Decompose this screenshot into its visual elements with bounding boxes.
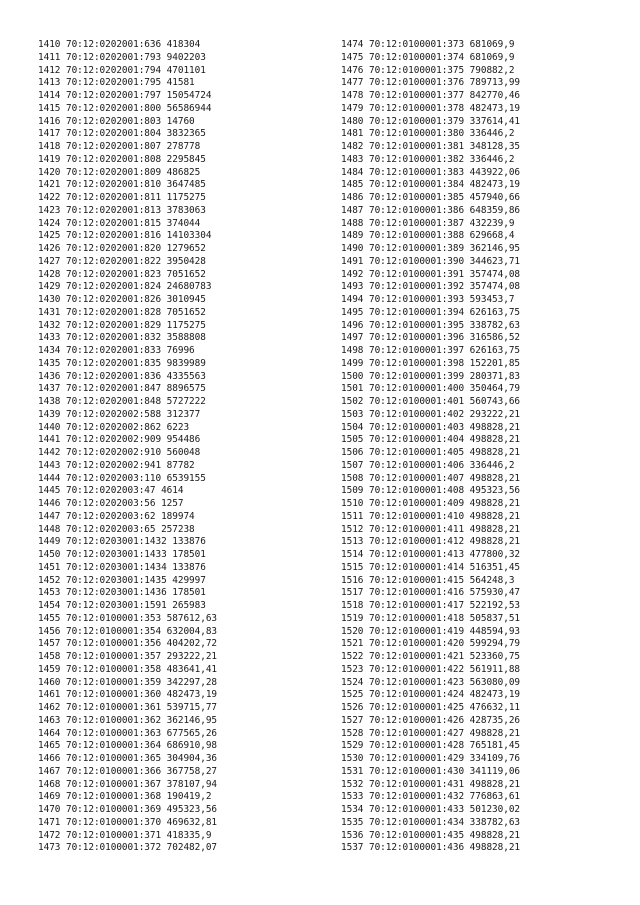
list-item: 1476 70:12:0100001:375 790882,2 [341,64,515,76]
list-item: 1445 70:12:0202003:47 4614 [38,485,184,497]
list-item: 1512 70:12:0100001:411 498828,21 [341,523,521,535]
list-item: 1436 70:12:0202001:836 4335563 [38,370,206,382]
list-item: 1416 70:12:0202001:803 14760 [38,115,195,127]
list-item: 1438 70:12:0202001:848 5727222 [38,396,206,407]
list-item: 1506 70:12:0100001:405 498828,21 [341,447,521,458]
list-item: 1425 70:12:0202001:816 14103304 [38,230,212,242]
list-item: 1495 70:12:0100001:394 626163,75 [341,306,521,318]
list-item: 1474 70:12:0100001:373 681069,9 [341,39,515,50]
list-item: 1500 70:12:0100001:399 280371,83 [341,370,521,382]
list-item: 1528 70:12:0100001:427 498828,21 [341,727,521,739]
list-item: 1461 70:12:0100001:360 482473,19 [38,689,218,701]
list-item: 1458 70:12:0100001:357 293222,21 [38,651,218,662]
list-item: 1482 70:12:0100001:381 348128,35 [341,141,521,152]
list-item: 1466 70:12:0100001:365 304904,36 [38,753,218,764]
list-item: 1451 70:12:0203001:1434 133876 [38,561,206,573]
list-item: 1440 70:12:0202002:862 6223 [38,421,190,433]
list-item: 1532 70:12:0100001:431 498828,21 [341,778,521,790]
list-item: 1527 70:12:0100001:426 428735,26 [341,714,521,726]
list-item: 1536 70:12:0100001:435 498828,21 [341,829,521,841]
list-item: 1491 70:12:0100001:390 344623,71 [341,255,521,267]
list-item: 1472 70:12:0100001:371 418335,9 [38,829,212,841]
list-item: 1418 70:12:0202001:807 278778 [38,141,201,152]
list-item: 1441 70:12:0202002:909 954486 [38,434,201,446]
list-item: 1452 70:12:0203001:1435 429997 [38,574,206,586]
list-item: 1531 70:12:0100001:430 341119,06 [341,765,521,777]
list-item: 1503 70:12:0100001:402 293222,21 [341,408,521,420]
list-item: 1430 70:12:0202001:826 3010945 [38,294,206,305]
list-item: 1511 70:12:0100001:410 498828,21 [341,510,521,522]
list-item: 1494 70:12:0100001:393 593453,7 [341,294,515,305]
list-item: 1475 70:12:0100001:374 681069,9 [341,51,515,63]
list-item: 1534 70:12:0100001:433 501230,02 [341,804,521,815]
list-item: 1505 70:12:0100001:404 498828,21 [341,434,521,446]
list-item: 1488 70:12:0100001:387 432239,9 [341,217,515,229]
list-item: 1510 70:12:0100001:409 498828,21 [341,498,521,509]
list-item: 1460 70:12:0100001:359 342297,28 [38,676,218,688]
list-item: 1486 70:12:0100001:385 457940,66 [341,192,521,203]
list-item: 1455 70:12:0100001:353 587612,63 [38,612,218,624]
list-item: 1428 70:12:0202001:823 7051652 [38,268,206,280]
list-item: 1410 70:12:0202001:636 418304 [38,39,201,50]
list-item: 1523 70:12:0100001:422 561911,88 [341,663,521,675]
list-item: 1431 70:12:0202001:828 7051652 [38,306,206,318]
list-item: 1463 70:12:0100001:362 362146,95 [38,714,218,726]
list-item: 1502 70:12:0100001:401 560743,66 [341,396,521,407]
right-column [341,39,520,855]
list-item: 1522 70:12:0100001:421 523360,75 [341,651,521,662]
list-item: 1514 70:12:0100001:413 477800,32 [341,549,521,560]
list-item: 1447 70:12:0202003:62 189974 [38,510,195,522]
list-item: 1456 70:12:0100001:354 632004,83 [38,625,218,637]
list-item: 1483 70:12:0100001:382 336446,2 [341,153,515,165]
list-item: 1501 70:12:0100001:400 350464,79 [341,383,521,395]
list-item: 1457 70:12:0100001:356 404202,72 [38,638,218,650]
list-item: 1435 70:12:0202001:835 9839989 [38,357,206,369]
left-column [38,39,217,855]
list-item: 1437 70:12:0202001:847 8896575 [38,383,206,395]
list-item: 1489 70:12:0100001:388 629668,4 [341,230,515,242]
list-item: 1496 70:12:0100001:395 338782,63 [341,319,521,331]
list-item: 1520 70:12:0100001:419 448594,93 [341,625,521,637]
list-item: 1427 70:12:0202001:822 3950428 [38,255,206,267]
list-item: 1433 70:12:0202001:832 3588808 [38,332,206,344]
list-item: 1533 70:12:0100001:432 776863,61 [341,791,521,803]
list-item: 1468 70:12:0100001:367 378107,94 [38,778,218,790]
list-item: 1442 70:12:0202002:910 560048 [38,447,201,458]
list-item: 1493 70:12:0100001:392 357474,08 [341,281,521,293]
list-item: 1432 70:12:0202001:829 1175275 [38,319,206,331]
list-item: 1484 70:12:0100001:383 443922,06 [341,166,521,178]
list-item: 1537 70:12:0100001:436 498828,21 [341,842,521,854]
list-item: 1524 70:12:0100001:423 563080,09 [341,676,521,688]
list-item: 1413 70:12:0202001:795 41581 [38,77,195,89]
list-item: 1473 70:12:0100001:372 702482,07 [38,842,218,854]
list-item: 1492 70:12:0100001:391 357474,08 [341,268,521,280]
list-item: 1480 70:12:0100001:379 337614,41 [341,115,521,127]
list-item: 1426 70:12:0202001:820 1279652 [38,243,206,254]
list-item: 1419 70:12:0202001:808 2295845 [38,153,206,165]
list-item: 1498 70:12:0100001:397 626163,75 [341,345,521,356]
list-item: 1485 70:12:0100001:384 482473,19 [341,179,521,191]
list-item: 1434 70:12:0202001:833 76996 [38,345,195,356]
list-item: 1530 70:12:0100001:429 334109,76 [341,753,521,764]
list-item: 1513 70:12:0100001:412 498828,21 [341,536,521,548]
list-item: 1414 70:12:0202001:797 15054724 [38,90,212,101]
list-item: 1471 70:12:0100001:370 469632,81 [38,816,218,828]
list-item: 1465 70:12:0100001:364 686910,98 [38,740,218,752]
list-item: 1521 70:12:0100001:420 599294,79 [341,638,521,650]
list-item: 1516 70:12:0100001:415 564248,3 [341,574,515,586]
list-item: 1439 70:12:0202002:588 312377 [38,408,201,420]
list-item: 1504 70:12:0100001:403 498828,21 [341,421,521,433]
list-item: 1422 70:12:0202001:811 1175275 [38,192,206,203]
list-item: 1509 70:12:0100001:408 495323,56 [341,485,521,497]
list-item: 1526 70:12:0100001:425 476632,11 [341,702,521,713]
list-item: 1519 70:12:0100001:418 505837,51 [341,612,521,624]
list-item: 1454 70:12:0203001:1591 265983 [38,600,206,611]
list-item: 1469 70:12:0100001:368 190419,2 [38,791,212,803]
list-item: 1459 70:12:0100001:358 483641,41 [38,663,218,675]
list-item: 1481 70:12:0100001:380 336446,2 [341,128,515,140]
list-item: 1490 70:12:0100001:389 362146,95 [341,243,521,254]
list-item: 1417 70:12:0202001:804 3832365 [38,128,206,140]
list-item: 1443 70:12:0202002:941 87782 [38,459,195,471]
list-item: 1525 70:12:0100001:424 482473,19 [341,689,521,701]
list-item: 1429 70:12:0202001:824 24680783 [38,281,212,293]
list-item: 1477 70:12:0100001:376 789713,99 [341,77,521,89]
list-item: 1412 70:12:0202001:794 4701101 [38,64,206,76]
list-item: 1497 70:12:0100001:396 316586,52 [341,332,521,344]
list-item: 1421 70:12:0202001:810 3647485 [38,179,206,191]
list-item: 1467 70:12:0100001:366 367758,27 [38,765,218,777]
list-item: 1535 70:12:0100001:434 338782,63 [341,816,521,828]
list-item: 1424 70:12:0202001:815 374044 [38,217,201,229]
list-item: 1446 70:12:0202003:56 1257 [38,498,184,509]
list-item: 1464 70:12:0100001:363 677565,26 [38,727,218,739]
list-item: 1449 70:12:0203001:1432 133876 [38,536,206,548]
list-item: 1448 70:12:0202003:65 257238 [38,523,195,535]
list-item: 1453 70:12:0203001:1436 178501 [38,587,206,599]
list-item: 1423 70:12:0202001:813 3783063 [38,204,206,216]
list-item: 1529 70:12:0100001:428 765181,45 [341,740,521,752]
list-item: 1479 70:12:0100001:378 482473,19 [341,102,521,114]
list-item: 1508 70:12:0100001:407 498828,21 [341,472,521,484]
list-item: 1487 70:12:0100001:386 648359,86 [341,204,521,216]
list-item: 1515 70:12:0100001:414 516351,45 [341,561,521,573]
list-item: 1462 70:12:0100001:361 539715,77 [38,702,218,713]
list-item: 1517 70:12:0100001:416 575930,47 [341,587,521,599]
list-item: 1420 70:12:0202001:809 486825 [38,166,201,178]
list-item: 1411 70:12:0202001:793 9402203 [38,51,206,63]
list-item: 1444 70:12:0202003:110 6539155 [38,472,206,484]
list-item: 1470 70:12:0100001:369 495323,56 [38,804,218,815]
list-item: 1450 70:12:0203001:1433 178501 [38,549,206,560]
list-item: 1518 70:12:0100001:417 522192,53 [341,600,521,611]
list-item: 1499 70:12:0100001:398 152201,85 [341,357,521,369]
list-item: 1507 70:12:0100001:406 336446,2 [341,459,515,471]
list-item: 1415 70:12:0202001:800 56586944 [38,102,212,114]
list-item: 1478 70:12:0100001:377 842770,46 [341,90,521,101]
